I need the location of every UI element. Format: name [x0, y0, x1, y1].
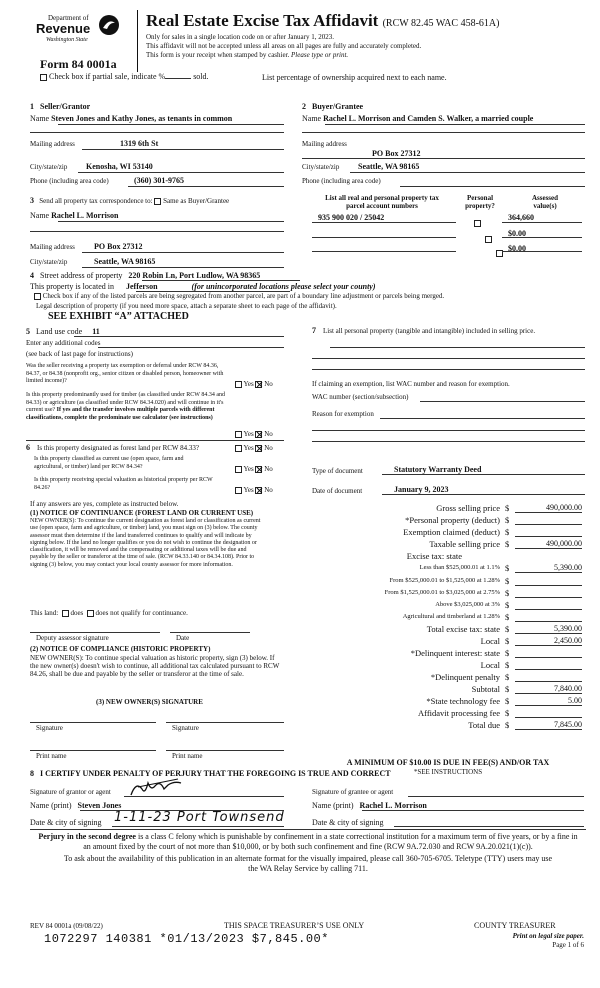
- s7-personal-property: 7 List all personal property (tangible and intangible) included in selling price.: [312, 326, 536, 335]
- assessed-value-1[interactable]: 364,660: [508, 213, 534, 222]
- header-note-1: Only for sales in a single location code on or after January 1, 2023.: [146, 33, 334, 41]
- see-instructions-note: *SEE INSTRUCTIONS: [413, 768, 483, 776]
- tax-row-value[interactable]: 7,840.00: [554, 684, 582, 693]
- s5-q1-no[interactable]: [255, 381, 262, 388]
- tax-row-label: *Delinquent interest: state: [410, 648, 500, 658]
- county-select[interactable]: Jefferson: [125, 282, 158, 291]
- tax-row-label: Taxable selling price: [429, 539, 500, 549]
- s4-located-row: This property is located in Jefferson (for unincorporated locations please select your county): [30, 282, 376, 291]
- tax-row-label: Above $3,025,000 at 3%: [435, 601, 500, 608]
- tax-row-label: Agricultural and timberland at 1.28%: [402, 613, 500, 620]
- tax-row-dollar: $: [505, 660, 510, 670]
- s5-q2: Is this property predominantly used for timber (as classified under RCW 84.34 and 84.33) or agriculture (as classified under RCW 84.34.020) and will continue in it's current use? If yes and the transfer involves multiple parcels with different classifications, complete the predominate use calculator (see instructions): [26, 392, 226, 421]
- s3-mail-label: Mailing address: [30, 243, 75, 251]
- seller-phone-label: Phone (including area code): [30, 177, 109, 185]
- s6-q2-no[interactable]: [255, 466, 262, 473]
- notice-compliance-heading: (2) NOTICE OF COMPLIANCE (HISTORIC PROPERTY): [30, 645, 211, 653]
- s6-q3-no[interactable]: [255, 487, 262, 494]
- logo-revenue: Revenue: [36, 21, 91, 36]
- buyer-phone-label: Phone (including area code): [302, 177, 381, 185]
- buyer-mail-label: Mailing address: [302, 140, 347, 148]
- s5-q2-answer: Yes No: [235, 430, 273, 438]
- buyer-city-label: City/state/zip: [302, 163, 340, 171]
- land-use-code[interactable]: 11: [92, 327, 100, 336]
- s4-legal: Legal description of property (if you need more space, attach a separate sheet to each page of the affidavit).: [36, 302, 337, 310]
- s6-q1-yes[interactable]: [235, 445, 242, 452]
- seller-phone[interactable]: (360) 301-9765: [134, 176, 184, 185]
- doc-type[interactable]: Statutory Warranty Deed: [394, 465, 482, 474]
- land-does-checkbox[interactable]: [62, 610, 69, 617]
- tax-row-dollar: $: [505, 539, 510, 549]
- new-owner-sig-1: Signature: [36, 724, 63, 732]
- form-number: Form 84 0001a: [40, 57, 117, 71]
- doc-date-label: Date of document: [312, 487, 363, 495]
- tax-row-label: Total excise tax: state: [426, 624, 500, 634]
- s6-q2: Is this property classified as current use (open space, farm and agricultural, or timber) land per RCW 84.34?: [34, 456, 184, 470]
- tax-row-label: Gross selling price: [436, 503, 500, 513]
- doc-type-label: Type of document: [312, 467, 363, 475]
- certify-statement: 8 I CERTIFY UNDER PENALTY OF PERJURY THAT THE FOREGOING IS TRUE AND CORRECT: [30, 769, 391, 778]
- treasurer-stamp: 1072297 140381 *01/13/2023 $7,845.00*: [44, 932, 329, 946]
- buyer-heading: 2 Buyer/Grantee: [302, 102, 364, 111]
- grantor-print-row: Name (print) Steven Jones: [30, 801, 122, 810]
- new-owner-print-1: Print name: [36, 752, 67, 760]
- alt-format-notice: To ask about the availability of this publication in an alternate format for the visually impaired, please call 360-705-6705. Teletype (TTY) users may use the WA Relay Service by calling 711.: [63, 854, 553, 873]
- s5-see-back: (see back of last page for instructions): [26, 350, 133, 358]
- s5-q1: Was the seller receiving a property tax exemption or deferral under RCW 84.36, 84.37, or 84.38 (nonprofit org., senior citizen or disabled person, homeowner with limited income)?: [26, 363, 224, 384]
- tax-row-label: Affidavit processing fee: [418, 708, 500, 718]
- tax-row-label: Local: [480, 660, 500, 670]
- property-address[interactable]: 220 Robin Ln, Port Ludlow, WA 98365: [128, 271, 261, 280]
- tax-row-dollar: $: [505, 600, 510, 610]
- s3-mail[interactable]: PO Box 27312: [94, 242, 143, 251]
- tax-row-label: Less than $525,000.01 at 1.1%: [419, 564, 500, 571]
- s6-q3-yes[interactable]: [235, 487, 242, 494]
- grantor-printed-name[interactable]: Steven Jones: [77, 801, 122, 810]
- grantee-printed-name[interactable]: Rachel L. Morrison: [359, 801, 427, 810]
- tax-row-value[interactable]: 2,450.00: [554, 636, 582, 645]
- grantor-date-city[interactable]: 1-11-23 Port Townsend: [114, 810, 285, 825]
- logo-state: Washington State: [46, 37, 88, 43]
- tax-row-dollar: $: [505, 527, 510, 537]
- seller-heading: 1 Seller/Grantor: [30, 102, 91, 111]
- this-land-row: This land: does does not qualify for continuance.: [30, 609, 188, 617]
- segregated-checkbox[interactable]: [34, 293, 41, 300]
- notice-compliance-text: NEW OWNER(S): To continue special valuation as historic property, sign (3) below. If the new owner(s) doesn't wish to continue, all additional tax calculated pursuant to RCW 84.26, shall be due and payable by the seller or transferor at the time of sale.: [30, 654, 280, 678]
- s6-q1: 6 Is this property designated as forest land per RCW 84.33?: [26, 443, 200, 452]
- s5-q2-no[interactable]: [255, 431, 262, 438]
- notice-continuance-text: NEW OWNER(S): To continue the current designation as forest land or classification as current use (open space, farm and agriculture, or timber) land, you must sign on (3) below. The county assessor must then determine if the land transferred continues to qualify and will indicate by signing below. If the land no longer qualifies or you do not wish to continue the designation or classification, it will be removed and the compensating or additional taxes will be due and payable by the seller or transferor at the time of sale. (RCW 84.33.140 or 84.34.108). Prior to signing (3) below, you may contact your local county assessor for more information.: [30, 518, 261, 568]
- s3-name-row: Name Rachel L. Morrison: [30, 211, 119, 220]
- personal-checkbox-2[interactable]: [485, 236, 492, 243]
- tax-row-dollar: $: [505, 648, 510, 658]
- parcel-number[interactable]: 935 900 020 / 25042: [318, 213, 385, 222]
- buyer-name[interactable]: Rachel L. Morrison and Camden S. Walker, a married couple: [323, 114, 534, 123]
- tax-row-label: Local: [480, 636, 500, 646]
- ownership-note: List percentage of ownership acquired next to each name.: [262, 73, 447, 82]
- grantee-print-row: Name (print) Rachel L. Morrison: [312, 801, 427, 810]
- tax-row-value[interactable]: 5,390.00: [554, 563, 582, 572]
- same-as-buyer-checkbox[interactable]: [154, 198, 161, 205]
- seller-mail[interactable]: 1319 6th St: [120, 139, 159, 148]
- tax-row-value[interactable]: 5.00: [568, 696, 582, 705]
- seller-name[interactable]: Steven Jones and Kathy Jones, as tenants in common: [51, 114, 233, 123]
- exemption-reason-label: Reason for exemption: [312, 410, 374, 418]
- tax-row-value[interactable]: 5,390.00: [554, 624, 582, 633]
- s5-q1-answer: Yes No: [235, 380, 273, 388]
- tax-row-label: Exemption claimed (deduct): [403, 527, 500, 537]
- revenue-swirl-icon: [98, 14, 120, 36]
- land-does-not-checkbox[interactable]: [87, 610, 94, 617]
- s6-q3: Is this property receiving special valuation as historical property per RCW 84.26?: [34, 477, 213, 491]
- tax-row-dollar: $: [505, 708, 510, 718]
- tax-row-value[interactable]: 490,000.00: [546, 539, 582, 548]
- legal-paper-note: Print on legal size paper.: [512, 932, 584, 940]
- s6-ifany: If any answers are yes, complete as instructed below.: [30, 500, 179, 508]
- grantor-date-label: Date & city of signing: [30, 818, 102, 827]
- tax-row-label: *Personal property (deduct): [405, 515, 500, 525]
- buyer-mail[interactable]: PO Box 27312: [372, 149, 421, 158]
- tax-row-dollar: $: [505, 588, 510, 598]
- wac-number-label: WAC number (section/subsection): [312, 393, 409, 401]
- assessed-value-2[interactable]: $0.00: [508, 229, 526, 238]
- tax-row-label: Subtotal: [471, 684, 500, 694]
- tax-row-dollar: $: [505, 684, 510, 694]
- tax-row-dollar: $: [505, 696, 510, 706]
- buyer-name-row: Name Rachel L. Morrison and Camden S. Walker, a married couple: [302, 114, 534, 123]
- header-note-3: This form is your receipt when stamped by cashier. Please type or print.: [146, 51, 349, 59]
- logo-dept: Department of: [48, 14, 89, 22]
- s3-correspondence: 3 Send all property tax correspondence to: Same as Buyer/Grantee: [30, 196, 230, 205]
- partial-sale-checkbox[interactable]: [40, 74, 47, 81]
- s4-segregated-row: Check box if any of the listed parcels are being segregated from another parcel, are part of a boundary line adjustment or parcels being merged.: [34, 292, 444, 300]
- s3-city[interactable]: Seattle, WA 98165: [94, 257, 156, 266]
- tax-row-dollar: $: [505, 720, 510, 730]
- personal-checkbox-1[interactable]: [474, 220, 481, 227]
- county-treasurer: COUNTY TREASURER: [474, 921, 556, 930]
- revision-code: REV 84 0001a (09/08/22): [30, 922, 103, 930]
- tax-row-label: From $525,000.01 to $1,525,000 at 1.28%: [389, 577, 500, 584]
- doc-date[interactable]: January 9, 2023: [394, 485, 449, 494]
- s3-city-label: City/state/zip: [30, 258, 68, 266]
- seller-name-row: Name Steven Jones and Kathy Jones, as tenants in common: [30, 114, 233, 123]
- grantee-date-label: Date & city of signing: [312, 818, 384, 827]
- s5-additional: Enter any additional codes: [26, 339, 101, 347]
- tax-row-label: From $1,525,000.01 to $3,025,000 at 2.75%: [384, 589, 500, 596]
- new-owner-print-2: Print name: [172, 752, 203, 760]
- tax-row-value[interactable]: 7,845.00: [554, 720, 582, 729]
- tax-row-dollar: $: [505, 612, 510, 622]
- minimum-due-note: A MINIMUM OF $10.00 IS DUE IN FEE(S) AND/OR TAX: [346, 758, 550, 767]
- tax-row-label: *State technology fee: [426, 696, 500, 706]
- s3-name[interactable]: Rachel L. Morrison: [51, 211, 119, 220]
- s6-q2-yes[interactable]: [235, 466, 242, 473]
- personal-col-heading: Personal property?: [465, 194, 495, 210]
- s5-q1-yes[interactable]: [235, 381, 242, 388]
- tax-row-dollar: $: [505, 515, 510, 525]
- tax-row-label: Total due: [468, 720, 500, 730]
- exemption-claim-label: If claiming an exemption, list WAC number and reason for exemption.: [312, 380, 510, 388]
- header-note-2: This affidavit will not be accepted unless all areas on all pages are fully and accurately completed.: [146, 42, 422, 50]
- tax-row-dollar: $: [505, 576, 510, 586]
- tax-row-dollar: $: [505, 503, 510, 513]
- tax-row-label: Excise tax: state: [406, 551, 462, 561]
- perjury-notice: Perjury in the second degree is a class C felony which is punishable by confinement in a state correctional institution for a maximum term of five years, or by a fine in an amount fixed by the court of not more than $10,000, or by both such confinement and fine (RCW 9A.72.030 and RCW 9A.20.021(1)(c)).: [38, 832, 578, 851]
- treasurer-use-only: THIS SPACE TREASURER’S USE ONLY: [224, 921, 365, 930]
- s4-address-row: 4 Street address of property 220 Robin Ln, Port Ludlow, WA 98365: [30, 271, 261, 280]
- grantor-signature-label: Signature of grantor or agent: [30, 788, 111, 796]
- seller-city-label: City/state/zip: [30, 163, 68, 171]
- assessed-col-heading: Assessed value(s): [531, 194, 559, 210]
- seller-mail-label: Mailing address: [30, 140, 75, 148]
- buyer-city[interactable]: Seattle, WA 98165: [358, 162, 420, 171]
- page-number: Page 1 of 6: [552, 941, 584, 949]
- tax-row-dollar: $: [505, 636, 510, 646]
- s6-q1-answer: Yes No: [235, 444, 273, 452]
- seller-city[interactable]: Kenosha, WI 53140: [86, 162, 153, 171]
- tax-row-value[interactable]: 490,000.00: [546, 503, 582, 512]
- assessed-value-3[interactable]: $0.00: [508, 244, 526, 253]
- s6-q2-answer: Yes No: [235, 465, 273, 473]
- dor-logo: [22, 12, 122, 48]
- partial-sale-row: Check box if partial sale, indicate % sold.: [40, 72, 209, 82]
- s6-q3-answer: Yes No: [235, 486, 273, 494]
- s6-q1-no[interactable]: [255, 445, 262, 452]
- new-owner-signature-heading: (3) NEW OWNER(S) SIGNATURE: [96, 698, 203, 706]
- form-title: Real Estate Excise Tax Affidavit (RCW 82.45 WAC 458-61A): [146, 11, 500, 30]
- tax-row-dollar: $: [505, 624, 510, 634]
- parcel-col-heading: List all real and personal property tax parcel account numbers: [325, 194, 439, 210]
- s5-q2-yes[interactable]: [235, 431, 242, 438]
- deputy-signature-label: Deputy assessor signature: [36, 634, 109, 642]
- s5-landuse-row: 5 Land use code 11: [26, 327, 100, 336]
- exhibit-reference: SEE EXHIBIT “A” ATTACHED: [48, 311, 189, 322]
- deputy-date-label: Date: [176, 634, 190, 642]
- tax-row-label: *Delinquent penalty: [430, 672, 500, 682]
- grantee-signature-label: Signature of grantee or agent: [312, 788, 394, 796]
- new-owner-sig-2: Signature: [172, 724, 199, 732]
- tax-row-dollar: $: [505, 563, 510, 573]
- notice-continuance-heading: (1) NOTICE OF CONTINUANCE (FOREST LAND OR CURRENT USE): [30, 509, 254, 517]
- tax-row-dollar: $: [505, 672, 510, 682]
